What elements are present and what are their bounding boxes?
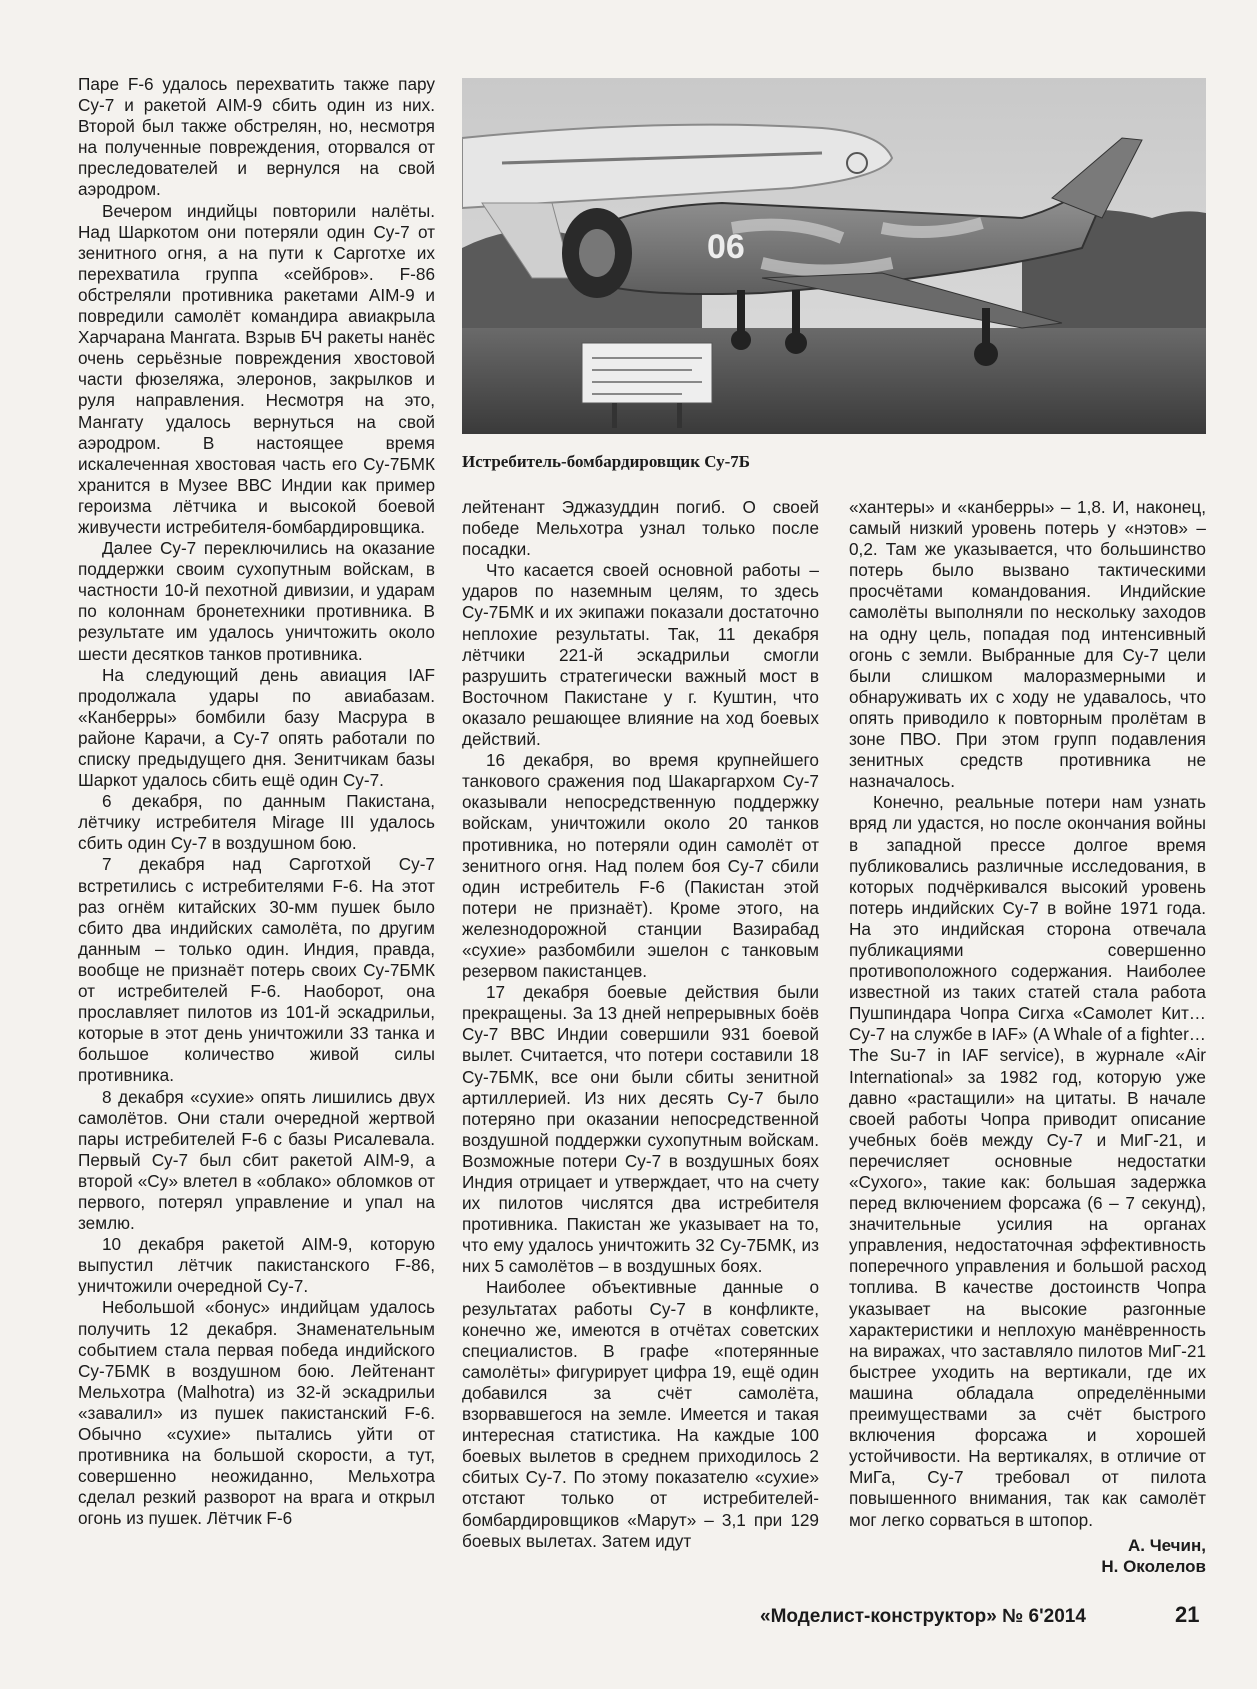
paragraph: лейтенант Эджазуддин погиб. О своей победе Мельхотра узнал только после посадки. bbox=[462, 497, 819, 560]
paragraph: Паре F-6 удалось перехватить также пару Су-7 и ракетой AIM-9 сбить один из них. Второй был также обстрелян, но, несмотря на полученные повреждения, оторвался от преследователей и вернулся на свой аэродром. bbox=[78, 74, 435, 200]
author-name: Н. Околелов bbox=[1101, 1556, 1206, 1576]
text-column-1 bbox=[78, 74, 435, 1529]
text-column-2 bbox=[462, 497, 819, 1552]
aircraft-number: 06 bbox=[707, 228, 745, 266]
magazine-footer: «Моделист-конструктор» № 6'2014 bbox=[760, 1606, 1086, 1627]
paragraph: 16 декабря, во время крупнейшего танкового сражения под Шакаргархом Су-7 оказывали непосредственную поддержку войскам, уничтожили около 20 танков противника, но потеряли один самолёт от зенитного огня. Над полем боя Су-7 сбили один истребитель F-6 (Пакистан этой потери не признаёт). Кроме этого, на железнодорожной станции Вазирабад «сухие» разбомбили эшелон с танковым резервом пакистанцев. bbox=[462, 750, 819, 982]
aircraft-photo bbox=[462, 78, 1206, 434]
text-column-3 bbox=[849, 497, 1206, 1577]
paragraph: 6 декабря, по данным Пакистана, лётчику истребителя Mirage III удалось сбить один Су-7 в воздушном бою. bbox=[78, 791, 435, 854]
paragraph: «хантеры» и «канберры» – 1,8. И, наконец, самый низкий уровень потерь у «нэтов» – 0,2. Там же указывается, что большинство потерь было вызвано тактическими просчётами командования. Индийские самолёты выполняли по нескольку заходов на одну цель, попадая под интенсивный огонь с земли. Выбранные для Су-7 цели были слишком малоразмерными и обнаруживать их с ходу не удавалось, что опять приводило к повторным пролётам в зоне ПВО. При этом групп подавления зенитных средств противника не назначалось. bbox=[849, 497, 1206, 792]
paragraph: 8 декабря «сухие» опять лишились двух самолётов. Они стали очередной жертвой пары истребителей F-6 с базы Рисалевала. Первый Су-7 был сбит ракетой AIM-9, а второй «Су» влетел в «облако» обломков от первого, потерял управление и упал на землю. bbox=[78, 1086, 435, 1234]
paragraph: Далее Су-7 переключились на оказание поддержки своим сухопутным войскам, в частности 10-й пехотной дивизии, и ударам по колоннам бронетехники противника. В результате им удалось уничтожить около шести десятков танков противника. bbox=[78, 538, 435, 664]
authors bbox=[849, 1535, 1206, 1577]
paragraph: На следующий день авиация IAF продолжала удары по авиабазам. «Канберры» бомбили базу Масрура в районе Карачи, а Су-7 опять работали по списку предыдущего дня. Зенитчикам базы Шаркот удалось сбить ещё один Су-7. bbox=[78, 664, 435, 791]
paragraph: Небольшой «бонус» индийцам удалось получить 12 декабря. Знаменательным событием стала первая победа индийского Су-7БМК в воздушном бою. Лейтенант Мельхотра (Malhotra) из 32-й эскадрильи «завалил» из пушек пакистанский F-6. Обычно «сухие» пытались уйти от противника на большой скорости, а тут, совершенно неожиданно, Мельхотра сделал резкий разворот на врага и открыл огонь из пушек. Лётчик F-6 bbox=[78, 1297, 435, 1529]
paragraph: 10 декабря ракетой AIM-9, которую выпустил лётчик пакистанского F-86, уничтожили очередной Су-7. bbox=[78, 1234, 435, 1297]
paragraph: Вечером индийцы повторили налёты. Над Шаркотом они потеряли один Су-7 от зенитного огня, а на пути к Сарготхе их перехватила группа «сейбров». F-86 обстреляли противника ракетами AIM-9 и повредили самолёт командира авиакрыла Харчарана Мангата. Взрыв БЧ ракеты нанёс очень серьёзные повреждения хвостовой части фюзеляжа, элеронов, закрылков и руля направления. Несмотря на это, Мангату удалось вернуться на свой аэродром. В настоящее время искалеченная хвостовая часть его Су-7БМК хранится в Музее ВВС Индии как пример героизма лётчика и высокой боевой живучести истребителя-бомбардировщика. bbox=[78, 200, 435, 537]
paragraph: Что касается своей основной работы – ударов по наземным целям, то здесь Су-7БМК и их экипажи показали достаточно неплохие результаты. Так, 11 декабря лётчики 221-й эскадрильи смогли разрушить стратегически важный мост в Восточном Пакистане у г. Куштин, что оказало решающее влияние на ход боевых действий. bbox=[462, 560, 819, 750]
author-name: А. Чечин, bbox=[1127, 1535, 1206, 1555]
paragraph: 7 декабря над Сарготхой Су-7 встретились с истребителями F-6. На этот раз огнём китайских 30-мм пушек было сбито два индийских самолёта, по другим данным – только один. Индия, правда, вообще не признаёт потерь своих Су-7БМК от истребителей F-6. Наоборот, она прославляет пилотов из 101-й эскадрильи, которые в этот день уничтожили 33 танка и большое количество живой силы противника. bbox=[78, 854, 435, 1086]
su7-shock-cone bbox=[579, 229, 615, 277]
page-number: 21 bbox=[1175, 1602, 1200, 1627]
paragraph: Наиболее объективные данные о результатах работы Су-7 в конфликте, конечно же, имеются в отчётах советских специалистов. В графе «потерянные самолёты» фигурирует цифра 19, ещё один добавился за счёт самолёта, взорвавшегося на земле. Имеется и такая интересная статистика. На каждые 100 боевых вылетов в среднем приходилось 2 сбитых Су-7. По этому показателю «сухие» отстают только от истребителей-бомбардировщиков «Марут» – 3,1 при 129 боевых вылетах. Затем идут bbox=[462, 1277, 819, 1551]
su7-photo-illustration bbox=[462, 78, 1206, 434]
paragraph: 17 декабря боевые действия были прекращены. За 13 дней непрерывных боёв Су-7 ВВС Индии совершили 931 боевой вылет. Считается, что потери составили 18 Су-7БМК, все они были сбиты зенитной артиллерией. Из них десять Су-7 было потеряно при оказании непосредственной воздушной поддержки сухопутным войскам. Возможные потери Су-7 в воздушных боях Индия отрицает и утверждает, что на счету их пилотов числятся два истребителя противника. Пакистан же указывает на то, что ему удалось уничтожить 32 Су-7БМК, из них 5 самолётов – в воздушных боях. bbox=[462, 982, 819, 1277]
ground bbox=[462, 328, 1206, 434]
paragraph: Конечно, реальные потери нам узнать вряд ли удастся, но после окончания войны в западной прессе долгое время публиковались различные исследования, в которых подчёркивался высокий уровень потерь индийских Су-7 в войне 1971 года. На это индийская сторона отвечала публикациями совершенно противоположного содержания. Наиболее известной из таких статей стала работа Пушпиндара Чопра Сигха «Самолет Кит… Су-7 на службе в IAF» (A Whale of a fighter… The Su-7 in IAF service), в журнале «Air International» за 1982 год, которую уже давно «растащили» на цитаты. В начале своей работы Чопра приводит описание учебных боёв между Су-7 и МиГ-21, и перечисляет основные недостатки «Сухого», такие как: большая задержка перед включением форсажа (6 – 7 секунд), значительные усилия на органах управления, недостаточная эффективность поперечного управления и большой расход топлива. В качестве достоинств Чопра указывает на высокие разгонные характеристики и неплохую манёвренность на виражах, что заставляло пилотов МиГ-21 быстрее уходить на вертикали, где их машина обладала определёнными преимуществами за счёт быстрого включения форсажа и хорошей устойчивости. На вертикалях, в отличие от МиГа, Су-7 требовал от пилота повышенного внимания, так как самолёт мог легко сорваться в штопор. bbox=[849, 792, 1206, 1530]
photo-caption: Истребитель-бомбардировщик Су-7Б bbox=[462, 452, 751, 471]
